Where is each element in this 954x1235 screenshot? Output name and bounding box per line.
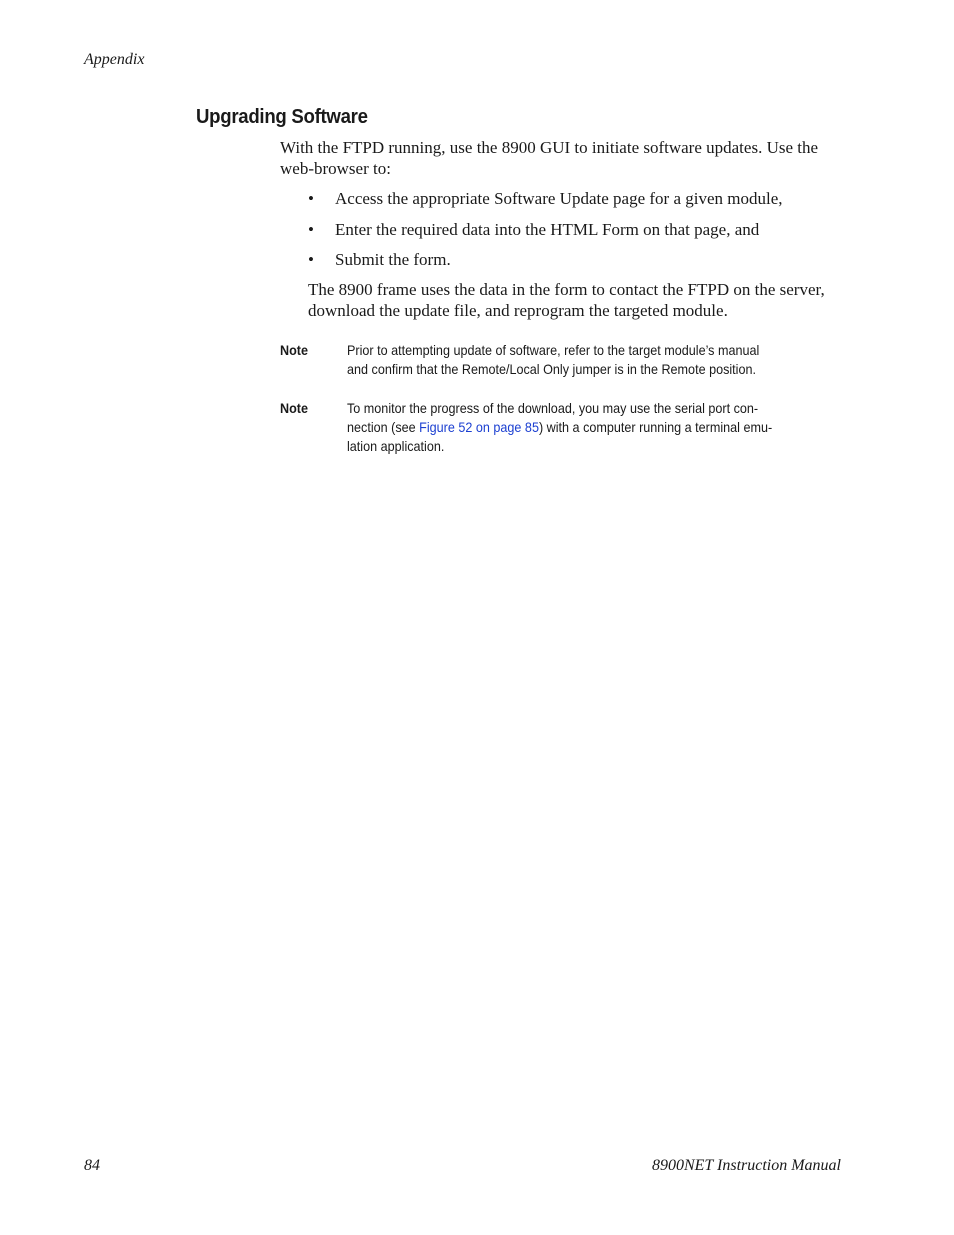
note-label: Note — [280, 342, 309, 358]
note-text-segment: nection (see — [347, 419, 420, 435]
note-line: and confirm that the Remote/Local Only jumper is in the Remote position. — [347, 361, 757, 377]
figure-reference-link[interactable]: Figure 52 on page 85 — [419, 419, 539, 435]
list-item-text: Access the appropriate Software Update page for a given module, — [335, 189, 783, 208]
note-label: Note — [280, 400, 309, 416]
note-line: Prior to attempting update of software, refer to the target module’s manual — [347, 342, 760, 358]
note-text-segment: ) with a computer running a terminal emu- — [538, 419, 773, 435]
note-line: lation application. — [347, 438, 445, 454]
bullet-list — [308, 189, 868, 281]
intro-paragraph: With the FTPD running, use the 8900 GUI to initiate software updates. Use the web-browser to: — [280, 138, 819, 178]
bullet-icon: • — [308, 250, 314, 269]
section-title: Upgrading Software — [196, 106, 368, 128]
list-item — [308, 220, 868, 251]
bullet-icon: • — [308, 189, 314, 208]
manual-title: 8900NET Instruction Manual — [651, 1157, 841, 1174]
list-item — [308, 250, 868, 281]
note-text — [347, 341, 784, 379]
note-line — [347, 418, 784, 437]
page-number: 84 — [84, 1157, 100, 1174]
running-header: Appendix — [84, 51, 145, 68]
note-text — [347, 399, 784, 456]
list-item-text: Submit the form. — [335, 250, 451, 269]
note-line: To monitor the progress of the download, you may use the serial port con- — [347, 400, 759, 416]
body-paragraph: The 8900 frame uses the data in the form to contact the FTPD on the server, download the update file, and reprogram the targeted module. — [308, 280, 825, 320]
bullet-icon: • — [308, 219, 314, 239]
list-item-text: Enter the required data into the HTML Form on that page, and — [335, 219, 760, 239]
list-item — [308, 189, 868, 220]
